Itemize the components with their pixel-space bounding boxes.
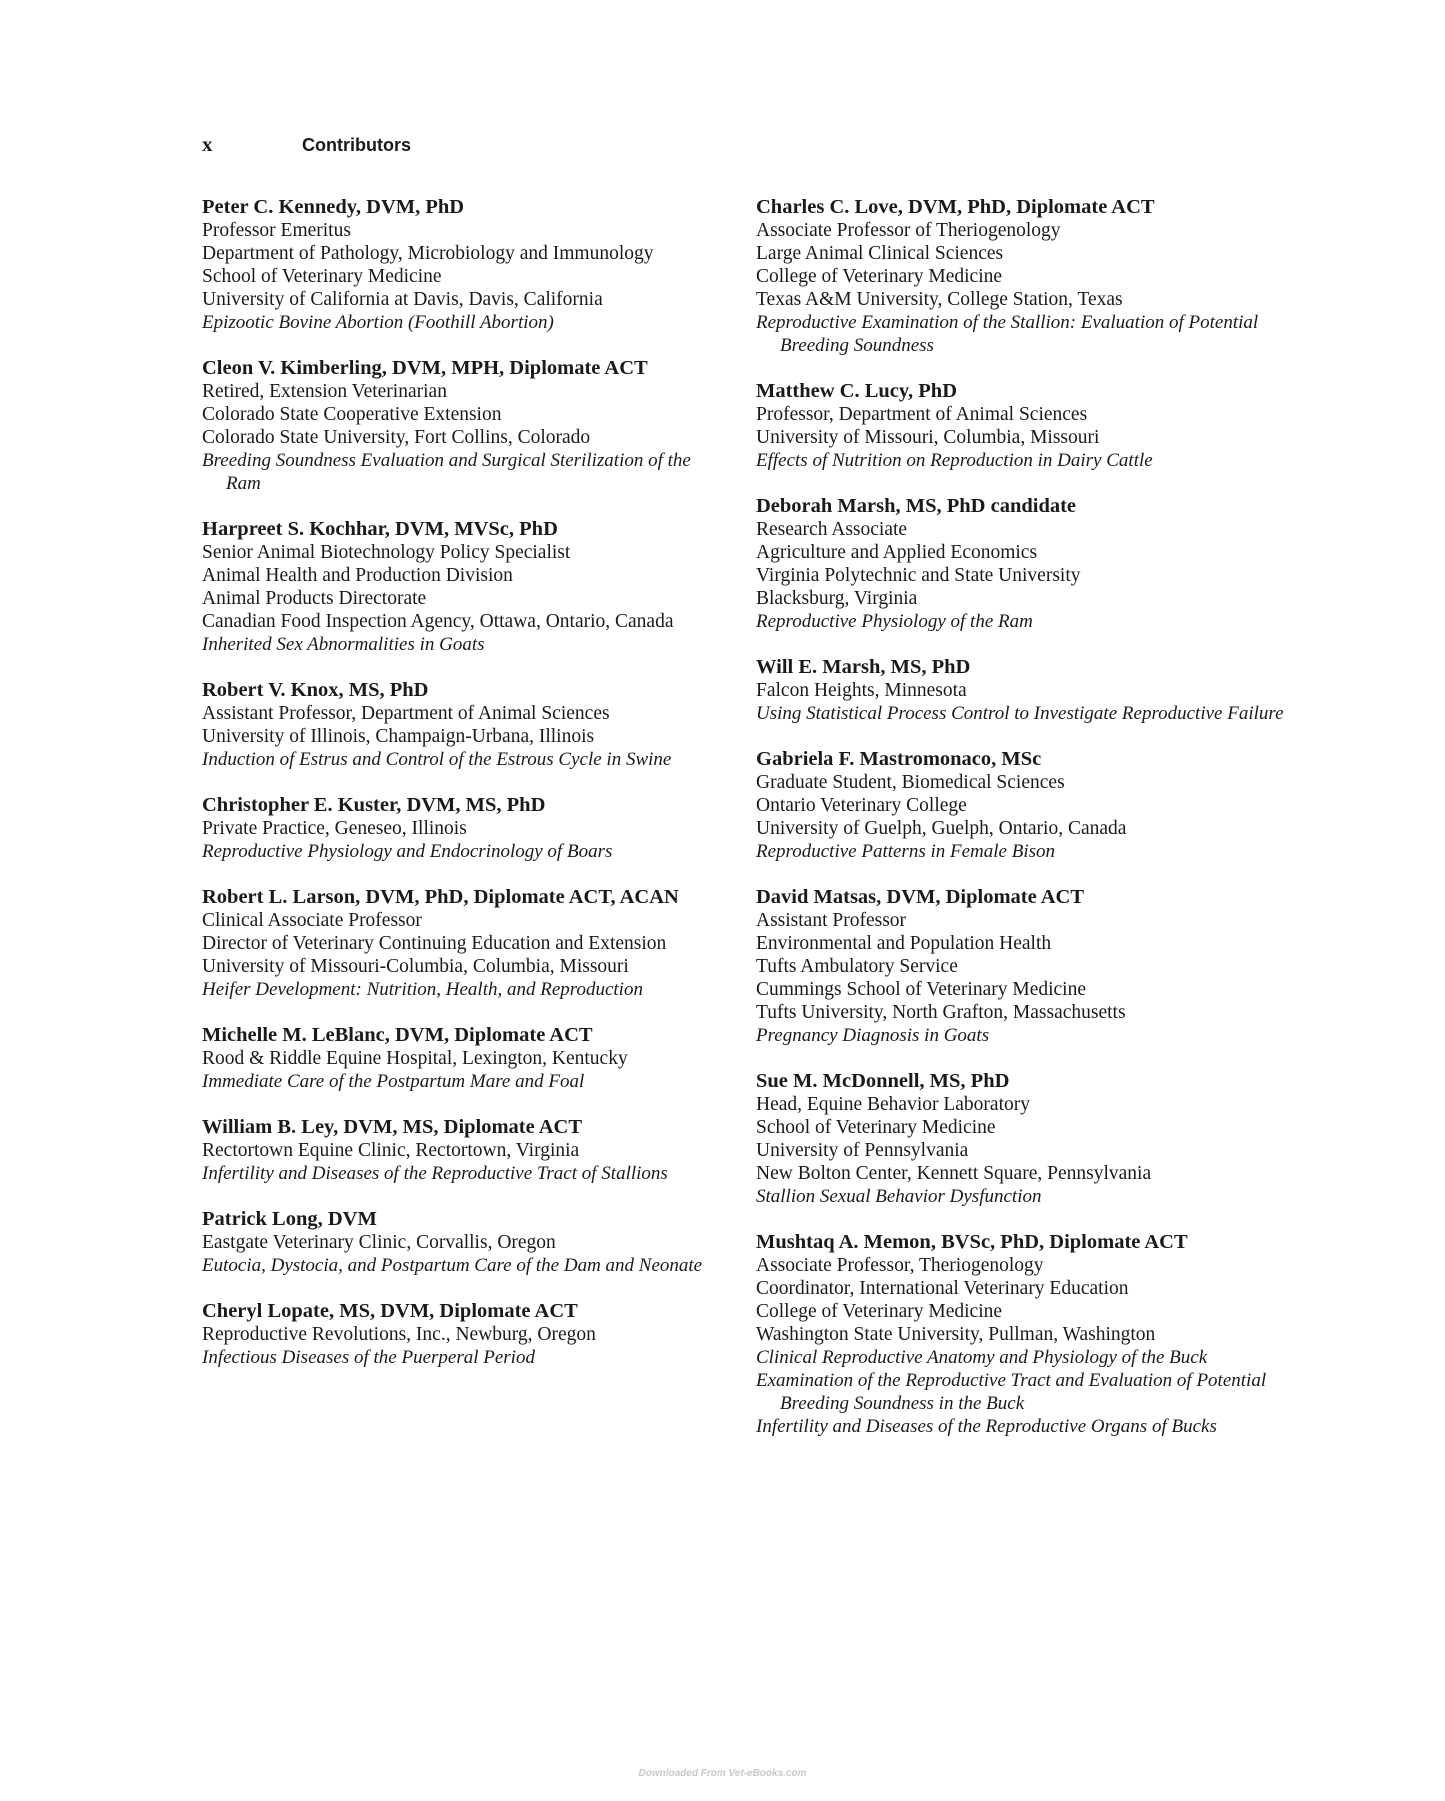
chapter-title: Reproductive Examination of the Stallion: Evaluation of Potential Breeding Soundness: [756, 312, 1259, 356]
affiliation-line: Assistant Professor, Department of Animal Sciences: [202, 703, 610, 724]
affiliation-line: College of Veterinary Medicine: [756, 266, 1003, 287]
chapter-title: Inherited Sex Abnormalities in Goats: [202, 634, 485, 655]
page-header: [202, 132, 411, 162]
affiliation-line: Professor Emeritus: [202, 220, 351, 241]
contributor-name: Cheryl Lopate, MS, DVM, Diplomate ACT: [202, 1300, 578, 1322]
contributor-entry: [756, 495, 1286, 633]
affiliation-line: Colorado State Cooperative Extension: [202, 404, 502, 425]
page-number: x: [202, 132, 213, 156]
contributor-entry: [202, 886, 712, 1001]
affiliation-line: Colorado State University, Fort Collins, Colorado: [202, 427, 591, 448]
affiliation-line: Large Animal Clinical Sciences: [756, 243, 1004, 264]
affiliation-line: Professor, Department of Animal Sciences: [756, 404, 1088, 425]
contributors-column-right: [756, 196, 1286, 1461]
chapter-title: Breeding Soundness Evaluation and Surgical Sterilization of the Ram: [202, 450, 691, 494]
chapter-title: Effects of Nutrition on Reproduction in Dairy Cattle: [756, 450, 1153, 471]
contributor-name: Charles C. Love, DVM, PhD, Diplomate ACT: [756, 196, 1155, 218]
contributor-entry: [202, 1300, 712, 1369]
affiliation-line: Associate Professor of Theriogenology: [756, 220, 1061, 241]
affiliation-line: Ontario Veterinary College: [756, 795, 967, 816]
chapter-title: Reproductive Physiology and Endocrinology of Boars: [202, 841, 613, 862]
chapter-title: Using Statistical Process Control to Investigate Reproductive Failure: [756, 703, 1284, 724]
affiliation-line: Head, Equine Behavior Laboratory: [756, 1094, 1030, 1115]
affiliation-line: University of Guelph, Guelph, Ontario, Canada: [756, 818, 1127, 839]
affiliation-line: Cummings School of Veterinary Medicine: [756, 979, 1087, 1000]
affiliation-line: Canadian Food Inspection Agency, Ottawa, Ontario, Canada: [202, 611, 674, 632]
contributor-name: Mushtaq A. Memon, BVSc, PhD, Diplomate ACT: [756, 1231, 1188, 1253]
affiliation-line: University of Illinois, Champaign-Urbana, Illinois: [202, 726, 595, 747]
contributor-name: Patrick Long, DVM: [202, 1208, 377, 1230]
affiliation-line: Animal Products Directorate: [202, 588, 427, 609]
affiliation-line: Tufts University, North Grafton, Massachusetts: [756, 1002, 1126, 1023]
affiliation-line: Associate Professor, Theriogenology: [756, 1255, 1044, 1276]
contributors-column-left: [202, 196, 712, 1392]
affiliation-line: Environmental and Population Health: [756, 933, 1052, 954]
affiliation-line: Washington State University, Pullman, Washington: [756, 1324, 1156, 1345]
affiliation-line: School of Veterinary Medicine: [756, 1117, 996, 1138]
chapter-title: Reproductive Physiology of the Ram: [756, 611, 1033, 632]
chapter-title: Heifer Development: Nutrition, Health, and Reproduction: [202, 979, 643, 1000]
affiliation-line: Retired, Extension Veterinarian: [202, 381, 447, 402]
watermark-footer: Downloaded From Vet-eBooks.com: [638, 1768, 807, 1779]
contributor-name: Gabriela F. Mastromonaco, MSc: [756, 748, 1042, 770]
contributor-entry: [756, 1070, 1286, 1208]
affiliation-line: Graduate Student, Biomedical Sciences: [756, 772, 1065, 793]
affiliation-line: Blacksburg, Virginia: [756, 588, 918, 609]
affiliation-line: Clinical Associate Professor: [202, 910, 422, 931]
affiliation-line: Agriculture and Applied Economics: [756, 542, 1038, 563]
contributor-entry: [756, 196, 1286, 357]
chapter-title: Infertility and Diseases of the Reproductive Tract of Stallions: [202, 1163, 668, 1184]
contributor-entry: [202, 518, 712, 656]
affiliation-line: New Bolton Center, Kennett Square, Pennsylvania: [756, 1163, 1152, 1184]
contributor-name: William B. Ley, DVM, MS, Diplomate ACT: [202, 1116, 583, 1138]
affiliation-line: Department of Pathology, Microbiology and Immunology: [202, 243, 654, 264]
affiliation-line: Falcon Heights, Minnesota: [756, 680, 967, 701]
affiliation-line: Research Associate: [756, 519, 908, 540]
contributor-entry: [202, 794, 712, 863]
affiliation-line: Private Practice, Geneseo, Illinois: [202, 818, 467, 839]
contributor-name: Peter C. Kennedy, DVM, PhD: [202, 196, 465, 218]
contributor-entry: [756, 1231, 1286, 1438]
affiliation-line: Senior Animal Biotechnology Policy Specialist: [202, 542, 571, 563]
contributor-name: Deborah Marsh, MS, PhD candidate: [756, 495, 1077, 517]
section-title: Contributors: [302, 135, 411, 155]
chapter-title: Stallion Sexual Behavior Dysfunction: [756, 1186, 1042, 1207]
affiliation-line: Animal Health and Production Division: [202, 565, 513, 586]
contributor-entry: [202, 1208, 712, 1277]
chapter-title: Examination of the Reproductive Tract and Evaluation of Potential Breeding Soundness in the Buck: [756, 1370, 1267, 1414]
contributor-name: Robert L. Larson, DVM, PhD, Diplomate ACT, ACAN: [202, 886, 679, 908]
affiliation-line: Rood & Riddle Equine Hospital, Lexington, Kentucky: [202, 1048, 628, 1069]
contributor-name: Cleon V. Kimberling, DVM, MPH, Diplomate ACT: [202, 357, 648, 379]
contributor-name: Will E. Marsh, MS, PhD: [756, 656, 971, 678]
chapter-title: Infectious Diseases of the Puerperal Period: [202, 1347, 535, 1368]
affiliation-line: School of Veterinary Medicine: [202, 266, 442, 287]
affiliation-line: Assistant Professor: [756, 910, 907, 931]
chapter-title: Clinical Reproductive Anatomy and Physiology of the Buck: [756, 1347, 1208, 1368]
affiliation-line: University of Pennsylvania: [756, 1140, 969, 1161]
affiliation-line: University of Missouri-Columbia, Columbia, Missouri: [202, 956, 629, 977]
contributor-entry: [756, 380, 1286, 472]
chapter-title: Epizootic Bovine Abortion (Foothill Abortion): [202, 312, 554, 333]
contributor-entry: [202, 357, 712, 495]
contributor-entry: [756, 886, 1286, 1047]
contributor-name: Sue M. McDonnell, MS, PhD: [756, 1070, 1010, 1092]
contributor-name: Matthew C. Lucy, PhD: [756, 380, 958, 402]
affiliation-line: Rectortown Equine Clinic, Rectortown, Virginia: [202, 1140, 580, 1161]
contributor-name: Michelle M. LeBlanc, DVM, Diplomate ACT: [202, 1024, 593, 1046]
affiliation-line: Coordinator, International Veterinary Education: [756, 1278, 1129, 1299]
contributor-name: Robert V. Knox, MS, PhD: [202, 679, 429, 701]
contributor-entry: [202, 1116, 712, 1185]
affiliation-line: Texas A&M University, College Station, Texas: [756, 289, 1123, 310]
affiliation-line: Eastgate Veterinary Clinic, Corvallis, Oregon: [202, 1232, 556, 1253]
affiliation-line: College of Veterinary Medicine: [756, 1301, 1003, 1322]
contributor-entry: [202, 196, 712, 334]
contributor-entry: [202, 679, 712, 771]
affiliation-line: Tufts Ambulatory Service: [756, 956, 958, 977]
chapter-title: Reproductive Patterns in Female Bison: [756, 841, 1055, 862]
contributor-name: Christopher E. Kuster, DVM, MS, PhD: [202, 794, 546, 816]
chapter-title: Induction of Estrus and Control of the Estrous Cycle in Swine: [202, 749, 672, 770]
affiliation-line: Director of Veterinary Continuing Education and Extension: [202, 933, 667, 954]
affiliation-line: Reproductive Revolutions, Inc., Newburg, Oregon: [202, 1324, 596, 1345]
chapter-title: Pregnancy Diagnosis in Goats: [756, 1025, 990, 1046]
affiliation-line: Virginia Polytechnic and State University: [756, 565, 1081, 586]
affiliation-line: University of California at Davis, Davis, California: [202, 289, 603, 310]
contributor-entry: [756, 656, 1286, 725]
affiliation-line: University of Missouri, Columbia, Missouri: [756, 427, 1100, 448]
chapter-title: Infertility and Diseases of the Reproductive Organs of Bucks: [756, 1416, 1217, 1437]
contributor-name: David Matsas, DVM, Diplomate ACT: [756, 886, 1084, 908]
contributor-entry: [202, 1024, 712, 1093]
chapter-title: Immediate Care of the Postpartum Mare and Foal: [202, 1071, 585, 1092]
chapter-title: Eutocia, Dystocia, and Postpartum Care of the Dam and Neonate: [202, 1255, 703, 1276]
contributor-name: Harpreet S. Kochhar, DVM, MVSc, PhD: [202, 518, 558, 540]
contributor-entry: [756, 748, 1286, 863]
